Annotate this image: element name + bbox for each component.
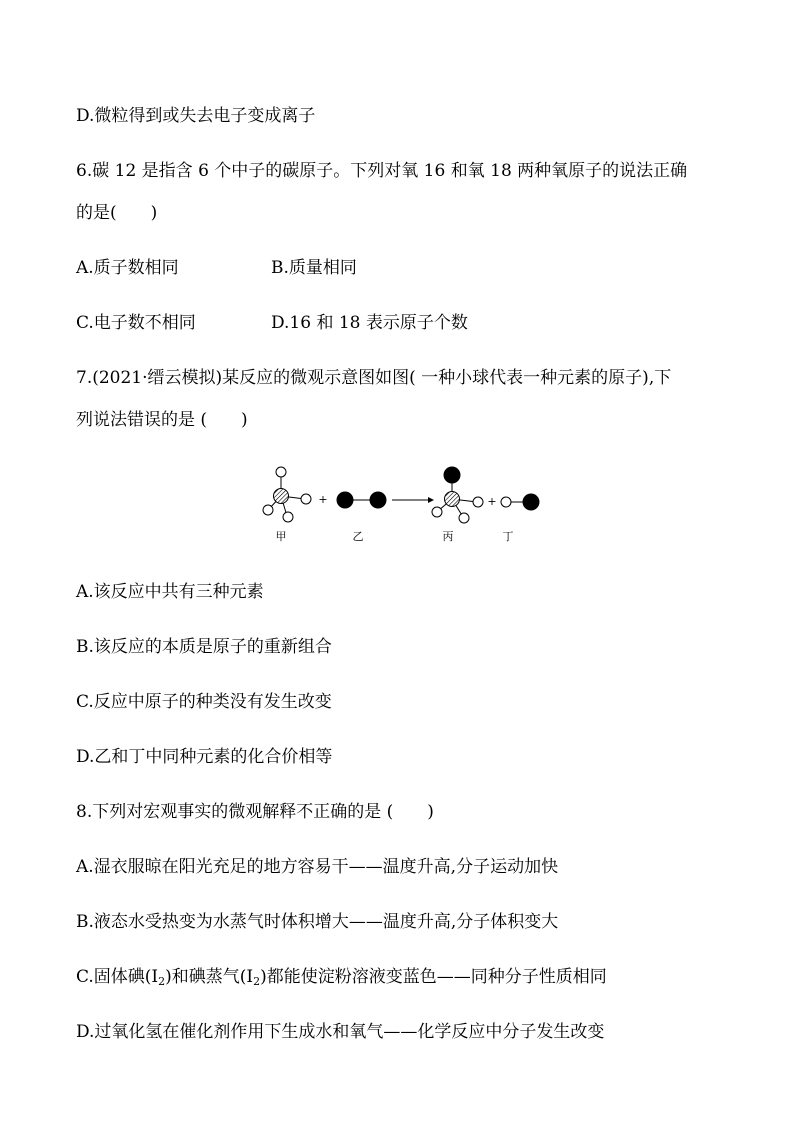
q7-stem-line2: 列说法错误的是 ( )	[76, 410, 248, 430]
label-yi: 乙	[352, 530, 364, 543]
q8-stem: 8.下列对宏观事实的微观解释不正确的是 ( )	[76, 802, 434, 822]
q7-option-d: D.乙和丁中同种元素的化合价相等	[76, 747, 333, 767]
q6-option-c: C.电子数不相同	[76, 313, 196, 333]
q5-option-d: D.微粒得到或失去电子变成离子	[76, 106, 316, 126]
q8-option-c-part1: C.固体碘(I	[76, 967, 159, 987]
reaction-diagram	[250, 462, 550, 546]
q8-option-c-part2: )和碘蒸气(I	[165, 967, 254, 987]
molecule-ding	[501, 494, 540, 511]
q6-option-a: A.质子数相同	[76, 258, 179, 278]
q7-option-b: B.该反应的本质是原子的重新组合	[76, 637, 332, 657]
molecule-bing	[432, 467, 483, 524]
molecule-jia	[263, 467, 311, 522]
subscript-2: 2	[158, 975, 166, 988]
q8-option-c	[76, 965, 607, 994]
q8-option-c-part3: )都能使淀粉溶液变蓝色——同种分子性质相同	[260, 967, 607, 987]
q8-option-a: A.湿衣服晾在阳光充足的地方容易干——温度升高,分子运动加快	[76, 857, 559, 877]
molecule-yi	[337, 492, 387, 509]
q8-option-b: B.液态水受热变为水蒸气时体积增大——温度升高,分子体积变大	[76, 912, 559, 932]
plus-sign-1: +	[318, 493, 328, 506]
q6-option-b: B.质量相同	[271, 258, 357, 278]
reaction-arrow	[392, 497, 434, 503]
label-bing: 丙	[442, 530, 454, 543]
q7-stem-line1: 7.(2021·缙云模拟)某反应的微观示意图如图( 一种小球代表一种元素的原子),下	[76, 368, 672, 388]
q6-stem-line1: 6.碳 12 是指含 6 个中子的碳原子。下列对氧 16 和氧 18 两种氧原子的说法正确	[76, 161, 688, 181]
q6-stem-line2: 的是( )	[76, 203, 158, 223]
q8-option-d: D.过氧化氢在催化剂作用下生成水和氧气——化学反应中分子发生改变	[76, 1022, 605, 1042]
label-ding: 丁	[502, 530, 514, 543]
plus-sign-2: +	[487, 495, 497, 508]
q7-option-c: C.反应中原子的种类没有发生改变	[76, 692, 332, 712]
q6-option-d: D.16 和 18 表示原子个数	[271, 313, 468, 333]
label-jia: 甲	[275, 530, 287, 543]
q7-option-a: A.该反应中共有三种元素	[76, 582, 264, 602]
subscript-2: 2	[253, 975, 261, 988]
